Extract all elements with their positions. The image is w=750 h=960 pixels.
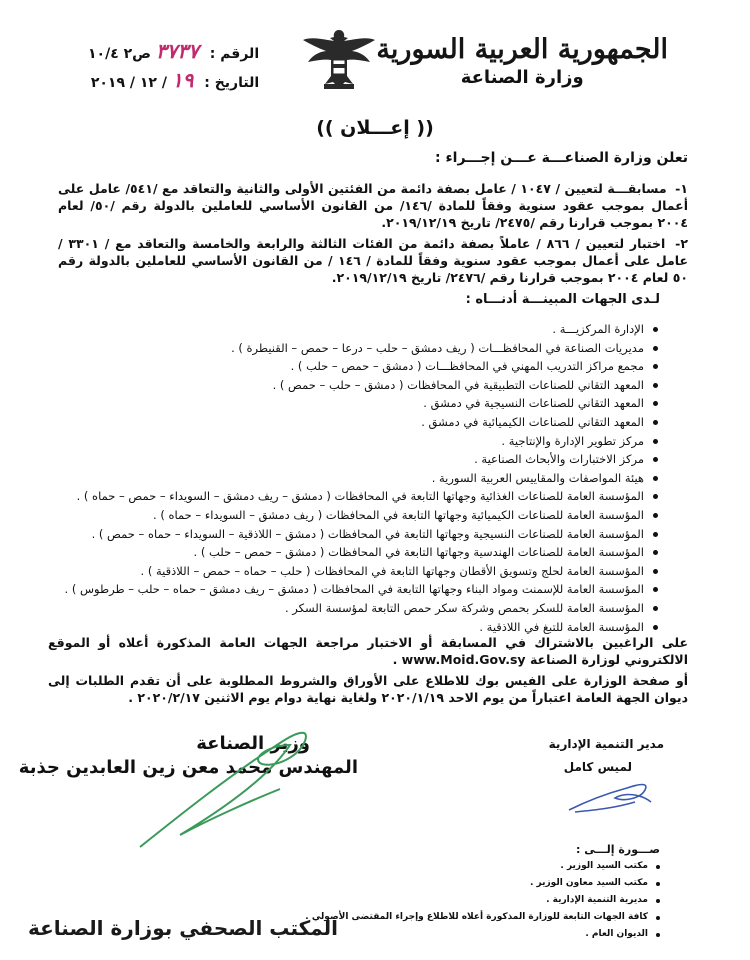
minister-name: المهندس محمد معن زين العابدين جذبة [18, 757, 358, 778]
list-item: المعهد التقاني للصناعات النسيجية في دمشق . [80, 394, 660, 413]
minister-title: وزير الصناعة [196, 733, 310, 754]
list-item: المؤسسة العامة للصناعات النسيجية وجهاتها التابعة في المحافظات ( دمشق – اللاذقية – السويداء – حماه – حمص ) . [80, 525, 660, 544]
cc-list [305, 858, 660, 943]
list-item: المؤسسة العامة لحلج وتسويق الأقطان وجهاتها التابعة في المحافظات ( حلب – حماه – حمص – اللاذقية ) . [80, 562, 660, 581]
announcement-item-2: ٢- اختبار لتعيين / ٨٦٦ / عاملاً بصفة دائمة من الفئات الثالثة والرابعة والخامسة والتعاقد مع / ٣٣٠١ / عامل على أعمال بموجب عقود سنوية وفقاً للمادة / ١٤٦ / من القانون الأساسي للعاملين بالدولة رقم ٥٠ لعام ٢٠٠٤ بموجب قرارنا رقم /٢٤٧٦/ تاريخ ٢٠١٩/١٢/١٩. [58, 236, 689, 285]
list-item: مركز الاختبارات والأبحاث الصناعية . [80, 450, 660, 469]
list-item: مركز تطوير الإدارة والإنتاجية . [80, 432, 660, 451]
instructions-paragraph: على الراغبين بالاشتراك في المسابقة أو الاختبار مراجعة الجهات العامة المذكورة أعلاه أو الموقع الالكتروني لوزارة الصناعة www.Moid.Gov.sy . [48, 635, 688, 667]
ministry-name: وزارة الصناعة [460, 67, 584, 88]
list-item: المؤسسة العامة للصناعات الهندسية وجهاتها التابعة في المحافظات ( دمشق – حمص – حلب ) . [80, 543, 660, 562]
announcement-title: (( إعـــلان )) [316, 117, 434, 139]
cc-title: صـــورة إلـــى : [576, 843, 660, 856]
list-item: مديرية التنمية الإدارية . [305, 892, 660, 909]
reference-block [88, 38, 259, 96]
reference-number: الرقم : ٣٧٣٧ ص٢ ١٠/٤ [88, 39, 260, 63]
reference-number-handwritten: ٣٧٣٧ [155, 39, 199, 63]
list-item: المعهد التقاني للصناعات الكيميائية في دمشق . [80, 413, 660, 432]
list-item: الديوان العام . [305, 926, 660, 943]
list-item: المؤسسة العامة للصناعات الغذائية وجهاتها التابعة في المحافظات ( دمشق – ريف دمشق – السويداء – حمص – حماه ) . [80, 487, 660, 506]
entities-header: لـدى الجهات المبينـــة أدنـــاه : [465, 292, 660, 307]
list-item: المؤسسة العامة للإسمنت ومواد البناء وجهاتها التابعة في المحافظات ( دمشق – ريف دمشق – حماه – حلب – طرطوس ) . [80, 580, 660, 599]
republic-name: الجمهورية العربية السورية [376, 34, 668, 65]
list-item: كافة الجهات التابعة للوزارة المذكورة أعلاه للاطلاع وإجراء المقتضى الأصولي . [305, 909, 660, 926]
press-office-watermark: المكتب الصحفي بوزارة الصناعة [28, 916, 339, 940]
list-item: الإدارة المركزيـــة . [80, 320, 660, 339]
list-item: المعهد التقاني للصناعات التطبيقية في المحافظات ( دمشق – حلب – حمص ) . [80, 376, 660, 395]
entities-list [64, 320, 660, 636]
list-item: المؤسسة العامة للسكر بحمص وشركة سكر حمص التابعة لمؤسسة السكر . [80, 599, 660, 618]
director-name: لميس كامل [563, 760, 632, 774]
list-item: المؤسسة العامة للصناعات الكيميائية وجهاتها التابعة في المحافظات ( ريف دمشق – السويداء – حماه ) . [80, 506, 660, 525]
intro-line: تعلن وزارة الصناعـــة عـــن إجـــراء : [435, 150, 688, 166]
list-item: هيئة المواصفات والمقاييس العربية السورية . [80, 469, 660, 488]
director-signature [565, 772, 655, 814]
ministry-letterhead [376, 34, 668, 88]
list-item: مكتب السيد معاون الوزير . [305, 875, 660, 892]
list-item: مكتب السيد الوزير . [305, 858, 660, 875]
list-item: المؤسسة العامة للتبغ في اللاذقية . [80, 618, 660, 637]
reference-date: التاريخ : ١٩ / ١٢ / ٢٠١٩ [90, 68, 260, 92]
date-day-handwritten: ١٩ [171, 68, 194, 92]
announcement-item-1: ١- مسابقـــة لتعيين / ١٠٤٧ / عامل بصفة دائمة من الفئتين الأولى والثانية والتعاقد مع /٥٤١/ عامل على أعمال بموجب عقود سنوية وفقاً للمادة /١٤٦/ من القانون الأساسي للعاملين بالدولة رقم /٥٠/ لعام ٢٠٠٤ بموجب قرارنا رقم /٢٤٧٥/ تاريخ ٢٠١٩/١٢/١٩. [58, 181, 688, 230]
director-title: مدير التنمية الإدارية [548, 737, 664, 751]
list-item: مديريات الصناعة في المحافظـــات ( ريف دمشق – حلب – درعا – حمص – القنيطرة ) . [80, 339, 660, 358]
syrian-eagle-emblem-icon [300, 26, 378, 92]
list-item: مجمع مراكز التدريب المهني في المحافظـــات ( دمشق – حمص – حلب ) . [80, 357, 660, 376]
minister-signature [120, 715, 330, 855]
deadline-paragraph: أو صفحة الوزارة على الفيس بوك للاطلاع على الأوراق والشروط المطلوبة على أن تقدم الطلبات إلى ديوان الجهة العامة اعتباراً من يوم الاحد ٢٠٢٠/١/١٩ ولغاية نهاية دوام يوم الاثنين ٢٠٢٠/٢/١٧ . [48, 673, 688, 705]
